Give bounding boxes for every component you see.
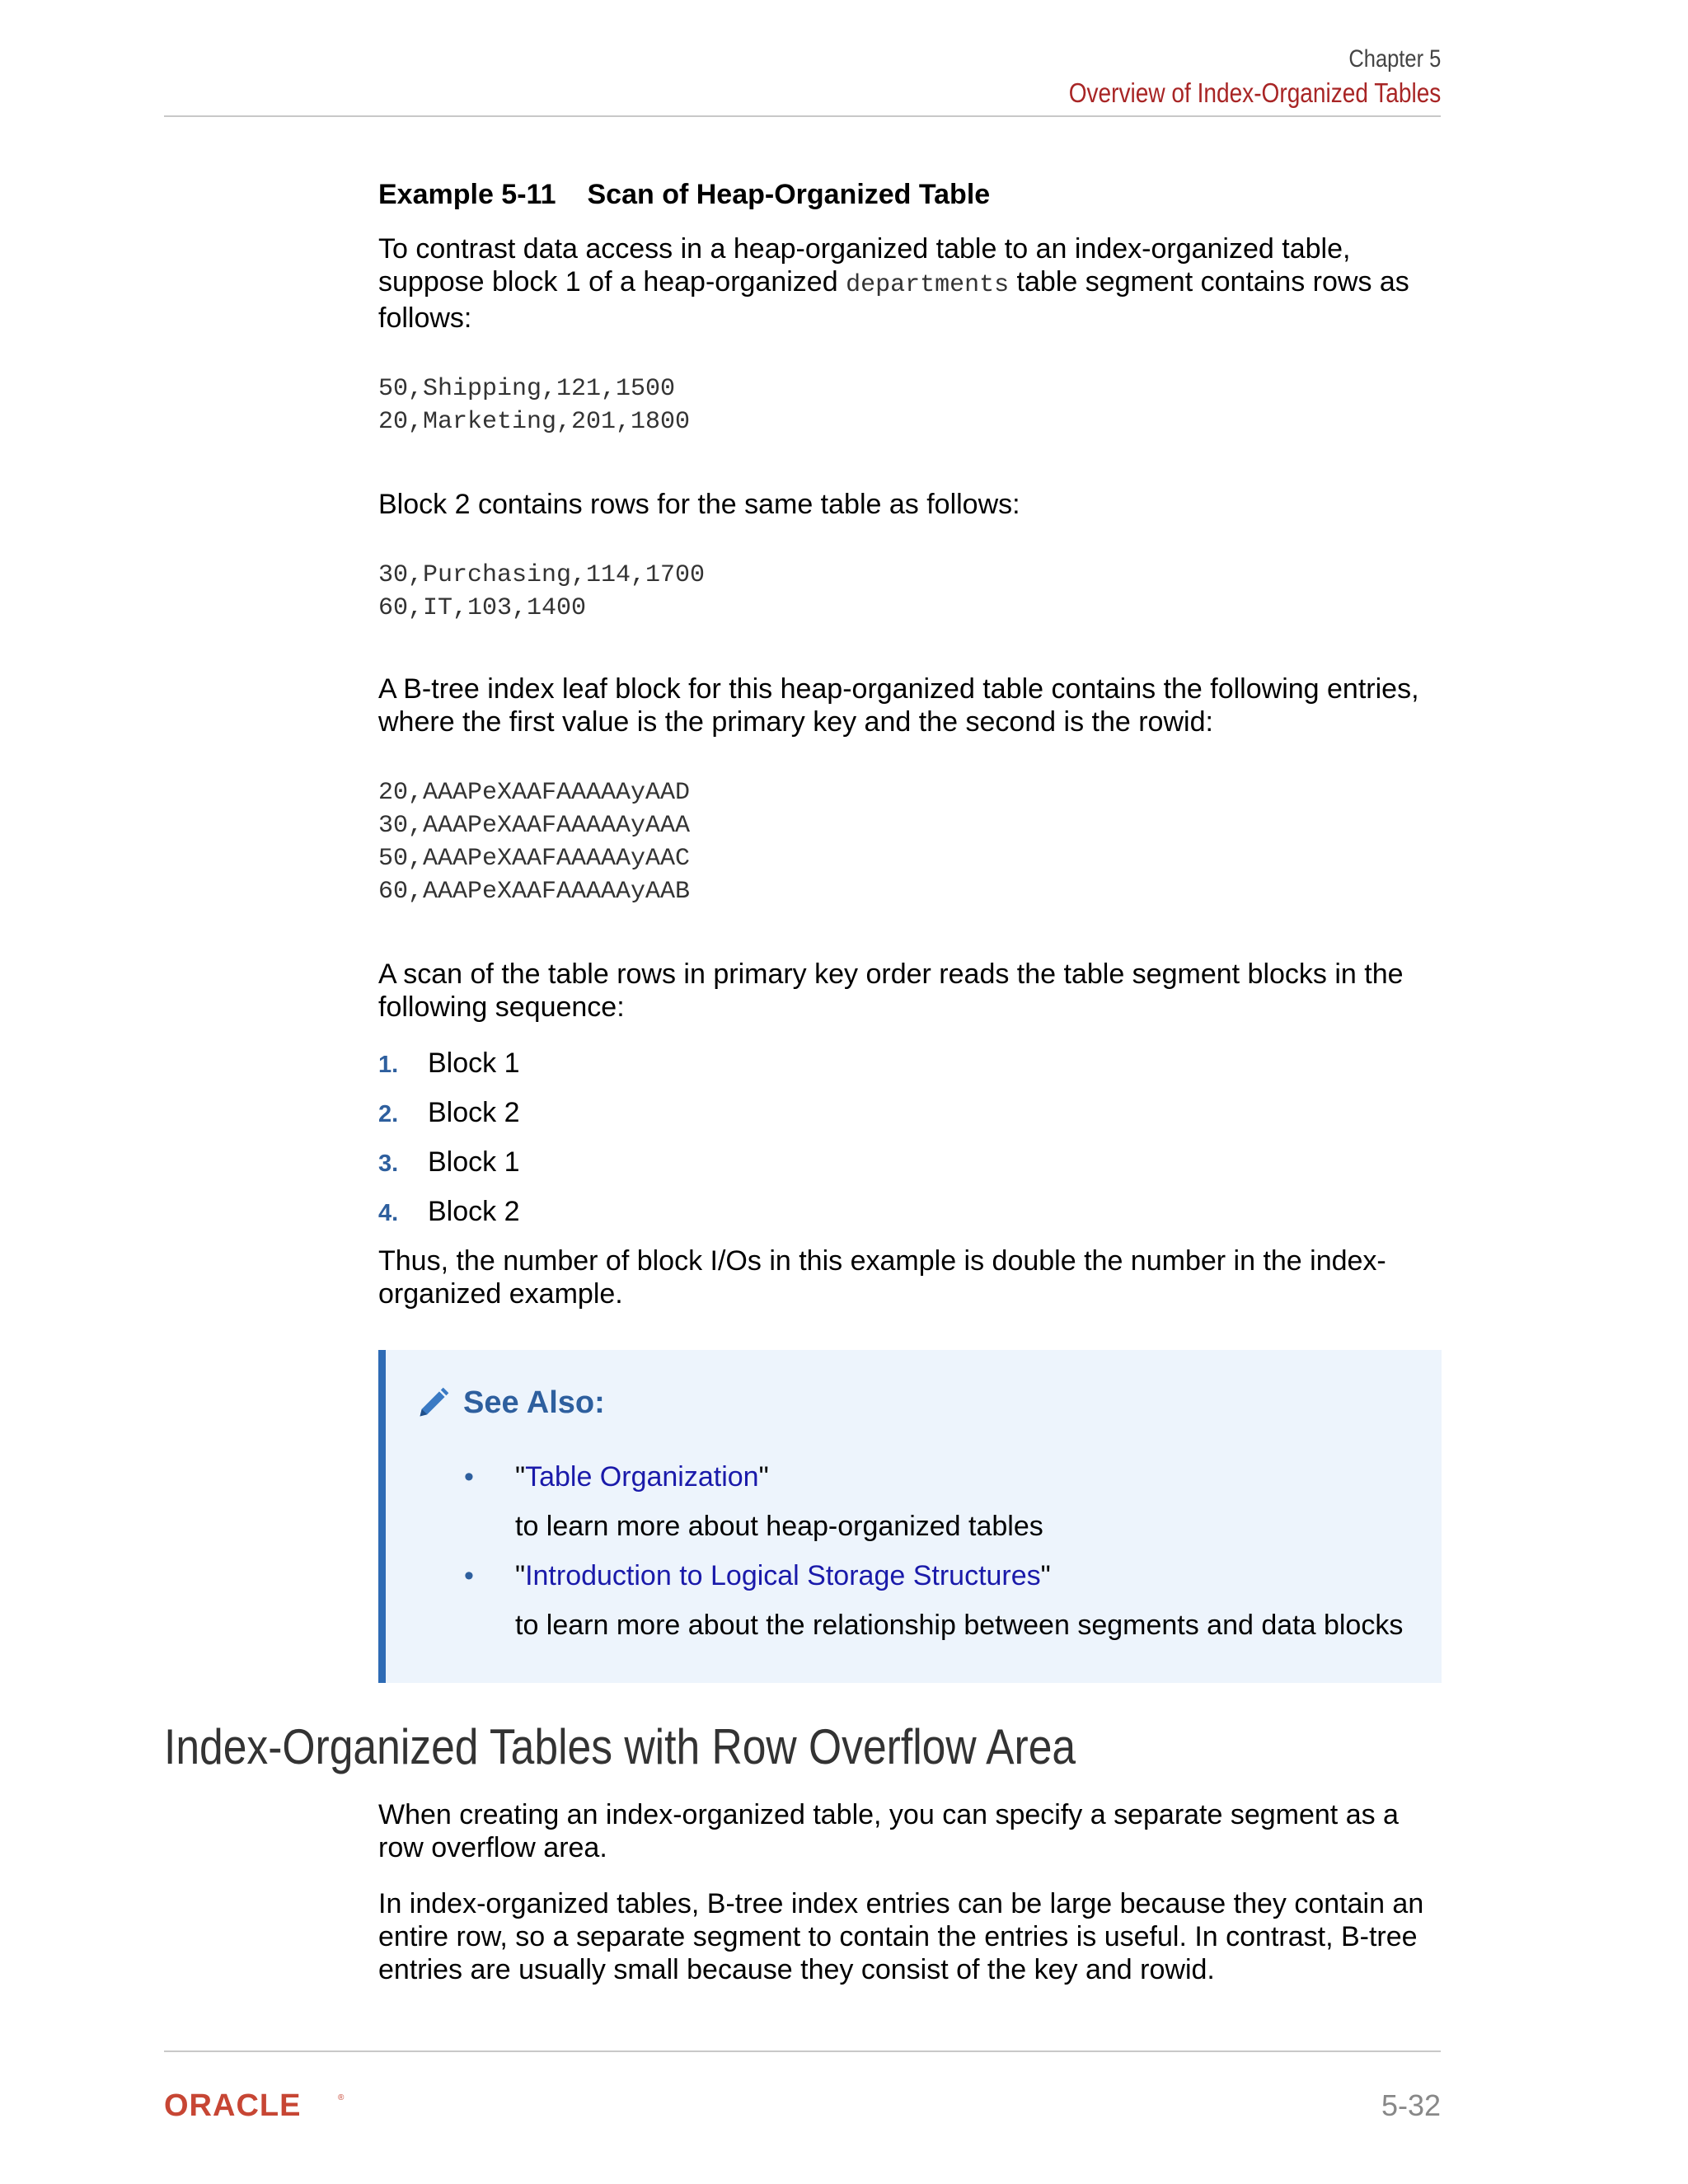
link-table-organization[interactable]: Table Organization [525,1461,759,1493]
intro-paragraph [378,232,1442,335]
index-text: A B-tree index leaf block for this heap-organized table contains the following entries, where the first value is the primary key and the second is the rowid: [378,673,1419,738]
list-item: • "Introduction to Logical Storage Structures" to learn more about the relationship between segments and data blocks [464,1558,1412,1657]
step-number: 3. [378,1151,399,1177]
list-item [378,1195,1442,1244]
section-title-link[interactable]: Overview of Index-Organized Tables [1068,77,1441,108]
scan-paragraph [378,958,1442,1024]
header-divider [164,115,1441,117]
code-block-block2 [378,559,1442,625]
example-number: Example 5-11 [378,179,556,210]
list-item [378,1146,1442,1195]
code-line: 20,AAAPeXAAFAAAAAyAAD [378,779,691,807]
oracle-wordmark [164,2090,354,2120]
see-also-list [464,1459,1412,1657]
code-block-block1 [378,373,1442,438]
note-header [415,1385,605,1421]
example-title: Scan of Heap-Organized Table [587,179,991,210]
code-line: 20,Marketing,201,1800 [378,408,691,436]
step-number: 4. [378,1200,399,1226]
step-number: 2. [378,1101,399,1127]
intro-text-start: To contrast data access in a heap-organized table to an index-organized table, suppose block 1 of a heap-organized [378,233,1351,298]
intro-text-end: table segment contains rows as follows: [378,266,1409,334]
svg-text:®: ® [338,2093,345,2102]
page-number: 5-32 [1381,2088,1441,2122]
page-header [1003,43,1441,110]
bullet-icon: • [464,1560,474,1591]
oracle-logo [164,2090,354,2124]
code-line: 30,AAAPeXAAFAAAAAyAAA [378,812,691,840]
block-sequence-list [378,1047,1442,1244]
list-item [378,1096,1442,1146]
note-title: See Also: [463,1385,605,1420]
bullet-icon: • [464,1461,474,1493]
block2-text: Block 2 contains rows for the same table as follows: [378,489,1020,520]
code-block-index [378,776,1442,908]
svg-text:ORACLE: ORACLE [164,2090,302,2120]
overflow-text-2: In index-organized tables, B-tree index entries can be large because they contain an entire row, so a separate segment to contain the entries is useful. In contrast, B-tree entries are usually small because they consist of the key and rowid. [378,1888,1424,1985]
code-line: 60,IT,103,1400 [378,594,587,622]
scan-text: A scan of the table rows in primary key order reads the table segment blocks in the following sequence: [378,958,1404,1023]
inline-code: departments [846,271,1010,299]
step-text: Block 1 [428,1146,520,1178]
conclusion-text: Thus, the number of block I/Os in this example is double the number in the index-organized example. [378,1245,1386,1310]
link-description: to learn more about the relationship between segments and data blocks [515,1610,1404,1641]
example-heading [378,178,1442,211]
pencil-icon [415,1385,452,1421]
list-item: • "Table Organization" to learn more about heap-organized tables [464,1459,1412,1558]
block2-paragraph [378,488,1442,521]
list-item [378,1047,1442,1096]
step-number: 1. [378,1052,399,1078]
step-text: Block 1 [428,1047,520,1079]
step-text: Block 2 [428,1196,520,1227]
section-heading: Index-Organized Tables with Row Overflow Area [164,1719,1076,1774]
overflow-paragraph-1 [378,1798,1442,1864]
code-line: 30,Purchasing,114,1700 [378,561,706,589]
footer-divider [164,2050,1441,2052]
overflow-text-1: When creating an index-organized table, you can specify a separate segment as a row overflow area. [378,1799,1399,1863]
index-paragraph [378,673,1442,738]
overflow-paragraph-2 [378,1887,1442,1986]
code-line: 50,AAAPeXAAFAAAAAyAAC [378,845,691,873]
code-line: 50,Shipping,121,1500 [378,375,676,403]
link-logical-storage[interactable]: Introduction to Logical Storage Structures [525,1560,1041,1591]
code-line: 60,AAAPeXAAFAAAAAyAAB [378,878,691,906]
link-description: to learn more about heap-organized tables [515,1511,1043,1542]
step-text: Block 2 [428,1097,520,1128]
chapter-label: Chapter 5 [1348,45,1441,73]
see-also-note [378,1350,1442,1683]
conclusion-paragraph [378,1244,1442,1310]
